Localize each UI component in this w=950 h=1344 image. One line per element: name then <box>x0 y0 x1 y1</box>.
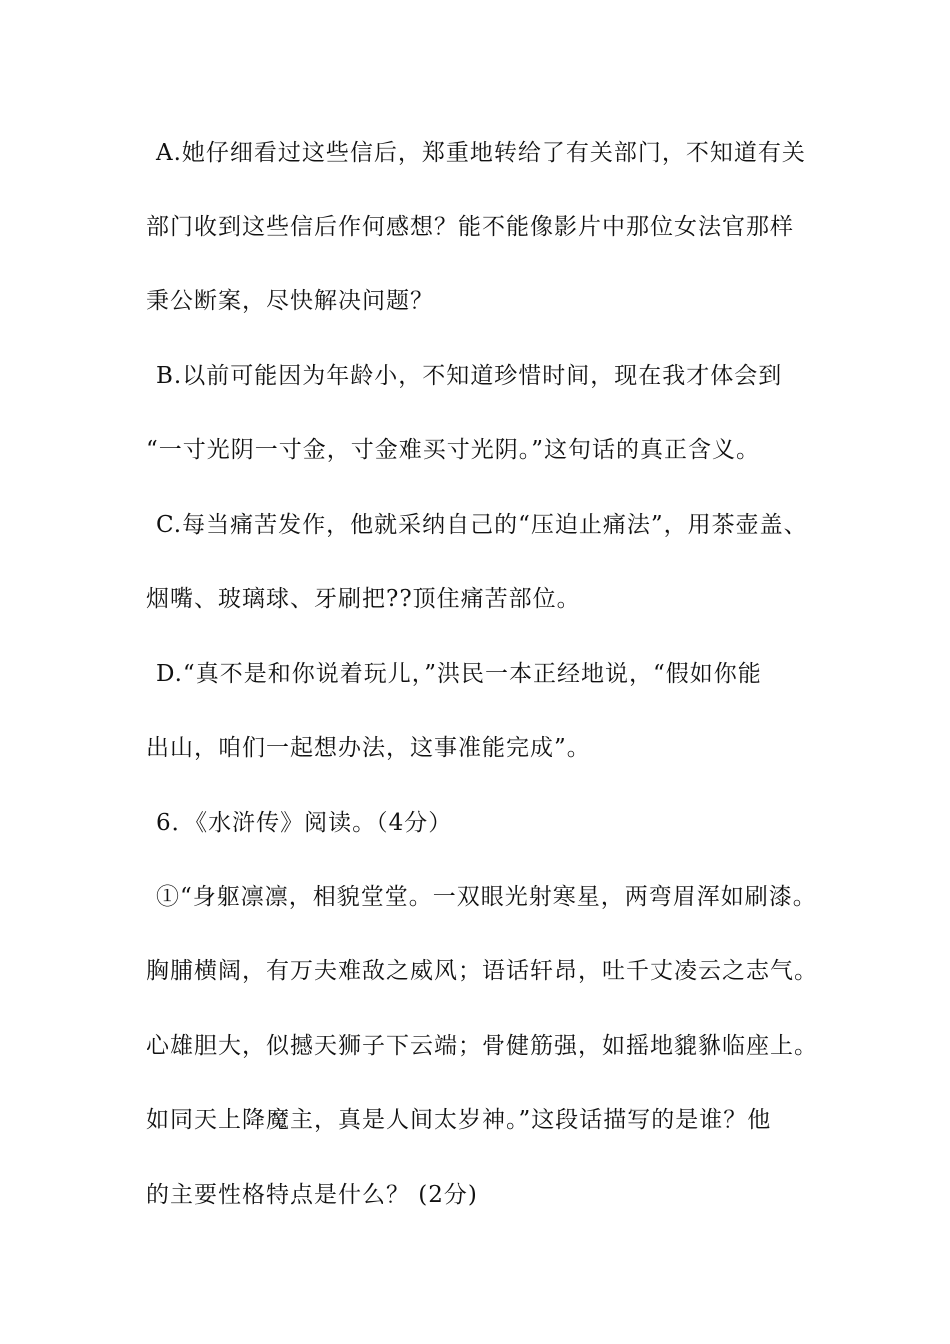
option-d-line-2: 出山，咱们一起想办法，这事准能完成”。 <box>146 735 591 761</box>
passage-line-3: 心雄胆大，似撼天狮子下云端；骨健筋强，如摇地貔貅临座上。 <box>146 1033 818 1059</box>
question-6-heading: 6．《水浒传》阅读。（4分） <box>156 810 453 836</box>
passage-line-2: 胸脯横阔，有万夫难敌之威风；语话轩昂，吐千丈凌云之志气。 <box>146 958 818 984</box>
option-a-line-3: 秉公断案，尽快解决问题？ <box>146 288 434 314</box>
option-b-line-2: “一寸光阴一寸金，寸金难买寸光阴。”这句话的真正含义。 <box>146 437 761 463</box>
option-c-line-1: C.每当痛苦发作，他就采纳自己的“压迫止痛法”，用茶壶盖、 <box>156 512 808 538</box>
passage-line-4: 如同天上降魔主，真是人间太岁神。”这段话描写的是谁？他 <box>146 1107 772 1133</box>
passage-line-5: 的主要性格特点是什么？ (2分) <box>146 1182 478 1208</box>
option-d-line-1: D.“真不是和你说着玩儿，”洪民一本正经地说，“假如你能 <box>156 661 762 687</box>
option-c-line-2: 烟嘴、玻璃球、牙刷把??顶住痛苦部位。 <box>146 586 581 612</box>
passage-line-1: ①“身躯凛凛，相貌堂堂。一双眼光射寒星，两弯眉浑如刷漆。 <box>156 884 817 910</box>
option-b-line-1: B.以前可能因为年龄小，不知道珍惜时间，现在我才体会到 <box>156 363 783 389</box>
option-a-line-1: A.她仔细看过这些信后，郑重地转给了有关部门，不知道有关 <box>156 140 806 166</box>
option-a-line-2: 部门收到这些信后作何感想？能不能像影片中那位女法官那样 <box>146 214 794 240</box>
